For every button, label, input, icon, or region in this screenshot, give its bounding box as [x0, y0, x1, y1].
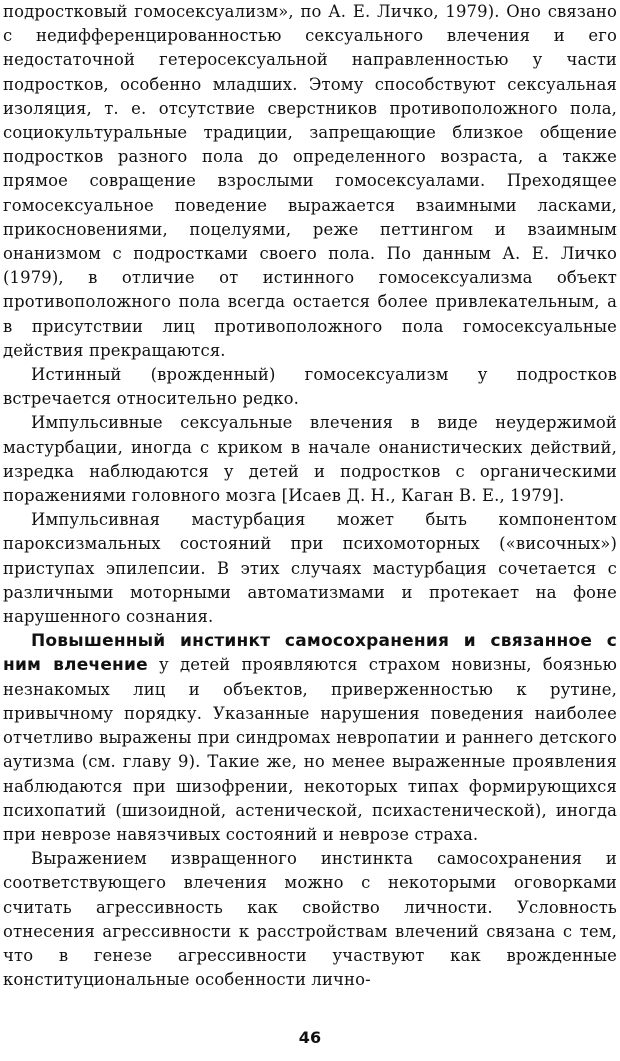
paragraph-4: [3, 508, 617, 629]
paragraph-3: [3, 411, 617, 508]
body-text: [3, 0, 617, 992]
page-number: 46: [298, 1028, 322, 1047]
paragraph-4-text: Импульсивная мастурбация может быть компонентом пароксизмальных состояний при психомоторных («височных») приступах эпилепсии. В этих случаях мастурбация сочетается с различными моторными автоматизмами и протекает на фоне нарушенного сознания.: [3, 510, 617, 627]
paragraph-1-text: подростковый гомосексуализм», по А. Е. Личко, 1979). Оно связано с недифференцированностью сексуального влечения и его недостаточной гетеросексуальной направленностью у части подростков, особенно младших. Этому способствуют сексуальная изоляция, т. е. отсутствие сверстников противоположного пола, социокультуральные традиции, запрещающие близкое общение подростков разного пола до определенного возраста, а также прямое совращение взрослыми гомосексуалами. Преходящее гомосексуальное поведение выражается взаимными ласками, прикосновениями, поцелуями, реже петтингом и взаимным онанизмом с подростками своего пола. По данным А. Е. Личко (1979), в отличие от истинного гомосексуализма объект противоположного пола всегда остается более привлекательным, а в присутствии лиц противоположного пола гомосексуальные действия прекращаются.: [3, 2, 617, 360]
paragraph-5: [3, 629, 617, 847]
paragraph-2-text: Истинный (врожденный) гомосексуализм у подростков встречается относительно редко.: [3, 365, 617, 409]
paragraph-2: [3, 363, 617, 411]
paragraph-5-bold-lead: Повышенный инстинкт самосохранения и связанное с ним влечение: [3, 631, 617, 676]
paragraph-1: [3, 0, 617, 363]
paragraph-5-text: у детей проявляются страхом новизны, боязнью незнакомых лиц и объектов, приверженностью к рутине, привычному порядку. Указанные нарушения поведения наиболее отчетливо выражены при синдромах невропатии и раннего детского аутизма (см. главу 9). Такие же, но менее выраженные проявления наблюдаются при шизофрении, некоторых типах формирующихся психопатий (шизоидной, астенической, психастенической), иногда при неврозе навязчивых состояний и неврозе страха.: [3, 655, 618, 844]
paragraph-6-text: Выражением извращенного инстинкта самосохранения и соответствующего влечения можно с некоторыми оговорками считать агрессивность как свойство личности. Условность отнесения агрессивности к расстройствам влечений связана с тем, что в генезе агрессивности участвуют как врожденные конституциональные особенности лично-: [3, 849, 617, 990]
paragraph-6: [3, 847, 617, 992]
paragraph-3-text: Импульсивные сексуальные влечения в виде неудержимой мастурбации, иногда с криком в начале онанистических действий, изредка наблюдаются у детей и подростков с органическими поражениями головного мозга [Исаев Д. Н., Каган В. Е., 1979].: [3, 413, 617, 506]
document-page: [3, 0, 617, 1061]
